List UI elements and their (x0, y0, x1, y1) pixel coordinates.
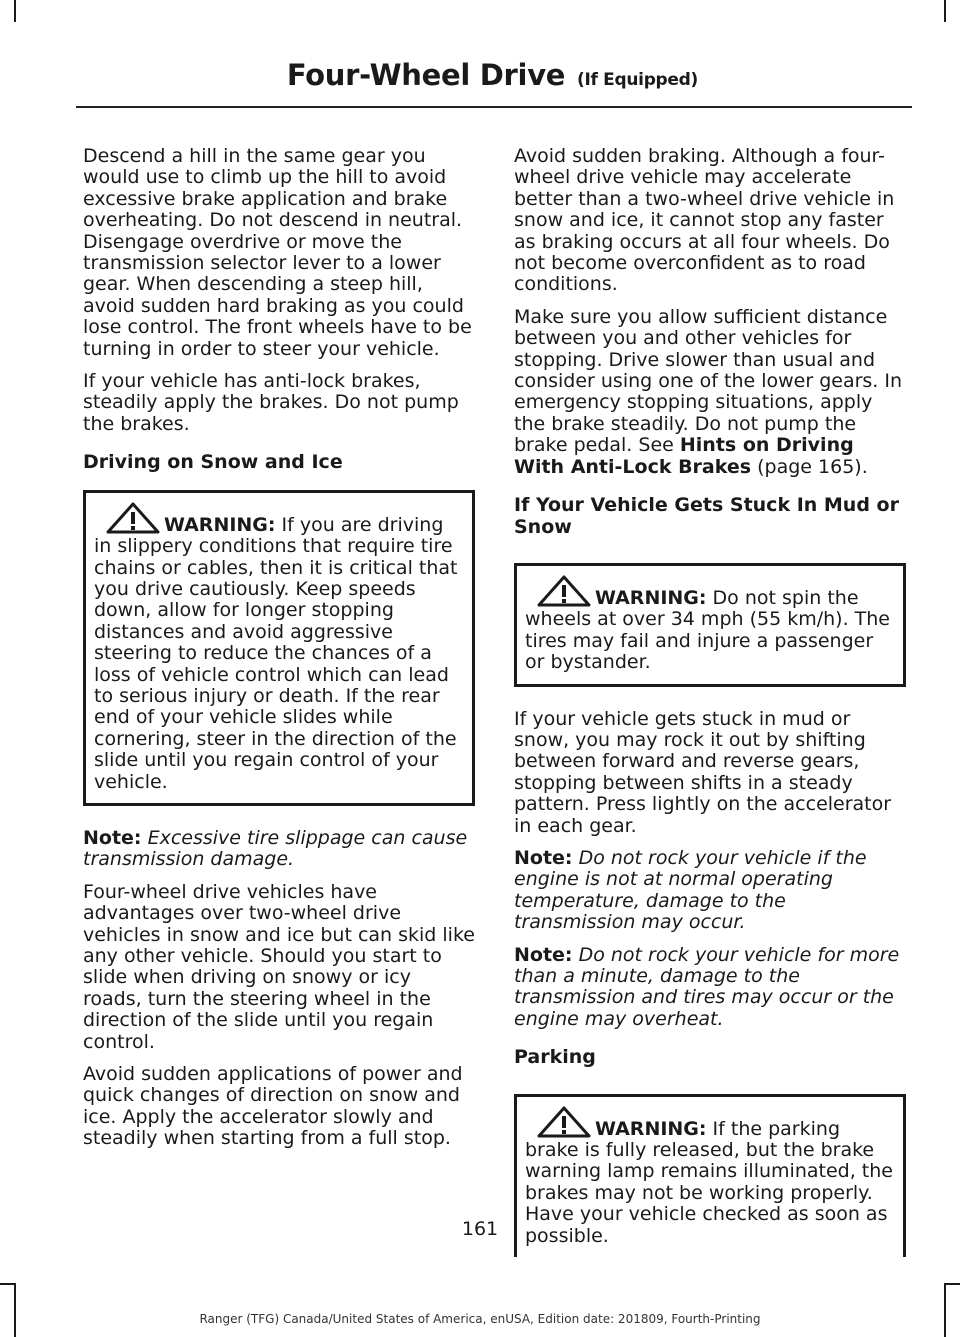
page-title-main: Four-Wheel Drive (286, 58, 566, 92)
footer-edition: Ranger (TFG) Canada/United States of America, enUSA, Edition date: 201809, Fourth-Printing (199, 1312, 761, 1326)
note-text: Do not rock your vehicle for more than a minute, damage to the transmission and tires may occur or the engine may overheat. (514, 943, 900, 1030)
note-engine-temperature (514, 848, 906, 934)
note-label: Note: (514, 846, 573, 869)
paragraph-descend-hill: Descend a hill in the same gear you would use to climb up the hill to avoid excessive brake application and brake overheating. Do not descend in neutral. Disengage overdrive or move the transmission selector lever to a lower gear. When descending a steep hill, avoid sudden hard braking as you could lose control. The front wheels have to be turning in order to steer your vehicle. (83, 145, 472, 360)
header-rule (76, 106, 912, 108)
paragraph-text: Make sure you allow sufficient distance between you and other vehicles for stopping. Drive slower than usual and consider using one of the lower gears. In emergency stopping situations, apply the brake steadily. Do not pump the brake pedal. See (514, 305, 903, 457)
warning-label: WARNING: (595, 586, 707, 609)
page-number: 161 (461, 1218, 499, 1240)
note-rock-minute (514, 945, 906, 1031)
paragraph-sufficient-distance (514, 307, 906, 478)
heading-snow-ice: Driving on Snow and Ice (83, 451, 343, 474)
paragraph-avoid-sudden-braking: Avoid sudden braking. Although a four-wheel drive vehicle may accelerate better than a two-wheel drive vehicle in snow and ice, it cannot stop any faster as braking occurs at all four wheels. Do not become overconfident as to road conditions. (514, 145, 895, 296)
warning-text: Do not spin the wheels at over 34 mph (55 km/h). The tires may fail and injure a passenger or bystander. (525, 586, 890, 674)
heading-parking: Parking (514, 1046, 596, 1069)
warning-icon (106, 502, 160, 534)
warning-text: If you are driving in slippery conditions that require tire chains or cables, then it is critical that you drive cautiously. Keep speeds down, allow for longer stopping distances and avoid aggressive steering to reduce the chances of a loss of vehicle control which can lead to serious injury or death. If the rear end of your vehicle slides while cornering, steer in the direction of the slide until you regain control of your vehicle. (94, 513, 458, 793)
page-reference: (page 165). (751, 455, 868, 478)
warning-label: WARNING: (164, 513, 276, 536)
warning-icon (537, 1106, 591, 1138)
note-label: Note: (514, 943, 573, 966)
cross-reference-link[interactable]: Hints on Driving With Anti-Lock Brakes (514, 434, 854, 478)
crop-mark (14, 1283, 16, 1337)
paragraph-avoid-sudden-applications: Avoid sudden applications of power and quick changes of direction on snow and ice. Apply the accelerator slowly and steadily when starting from a full stop. (83, 1063, 463, 1150)
crop-mark (14, 0, 16, 22)
paragraph-rock-out: If your vehicle gets stuck in mud or snow, you may rock it out by shifting between forward and reverse gears, stopping between shifts in a steady pattern. Press lightly on the accelerator in each gear. (514, 707, 892, 837)
right-column (514, 146, 906, 1279)
note-label: Note: (83, 826, 142, 849)
paragraph-four-wheel-advantages: Four-wheel drive vehicles have advantages over two-wheel drive vehicles in snow and ice but can skid like any other vehicle. Should you start to slide when driving on snowy or icy roads, turn the steering wheel in the direction of the slide until you regain control. (83, 880, 475, 1053)
heading-stuck-mud-snow: If Your Vehicle Gets Stuck In Mud or Snow (514, 494, 899, 538)
warning-box-spin-wheels (514, 563, 906, 687)
note-tire-slippage (83, 828, 475, 871)
note-text: Excessive tire slippage can cause transmission damage. (83, 826, 468, 871)
page-title-subtitle: (If Equipped) (576, 70, 698, 90)
crop-mark (0, 1283, 16, 1285)
note-text: Do not rock your vehicle if the engine is not at normal operating temperature, damage to the transmission may occur. (514, 846, 867, 934)
crop-mark (944, 1283, 960, 1285)
page-title (287, 58, 698, 92)
warning-label: WARNING: (595, 1117, 707, 1140)
paragraph-anti-lock: If your vehicle has anti-lock brakes, steadily apply the brakes. Do not pump the brakes. (83, 370, 459, 435)
left-column (83, 146, 475, 1161)
warning-icon (537, 575, 591, 607)
warning-text: If the parking brake is fully released, but the brake warning lamp remains illuminated, the brakes may not be working properly. Have your vehicle checked as soon as possible. (525, 1117, 893, 1247)
crop-mark (944, 1283, 946, 1337)
warning-box-snow (83, 490, 475, 806)
crop-mark (944, 0, 946, 22)
